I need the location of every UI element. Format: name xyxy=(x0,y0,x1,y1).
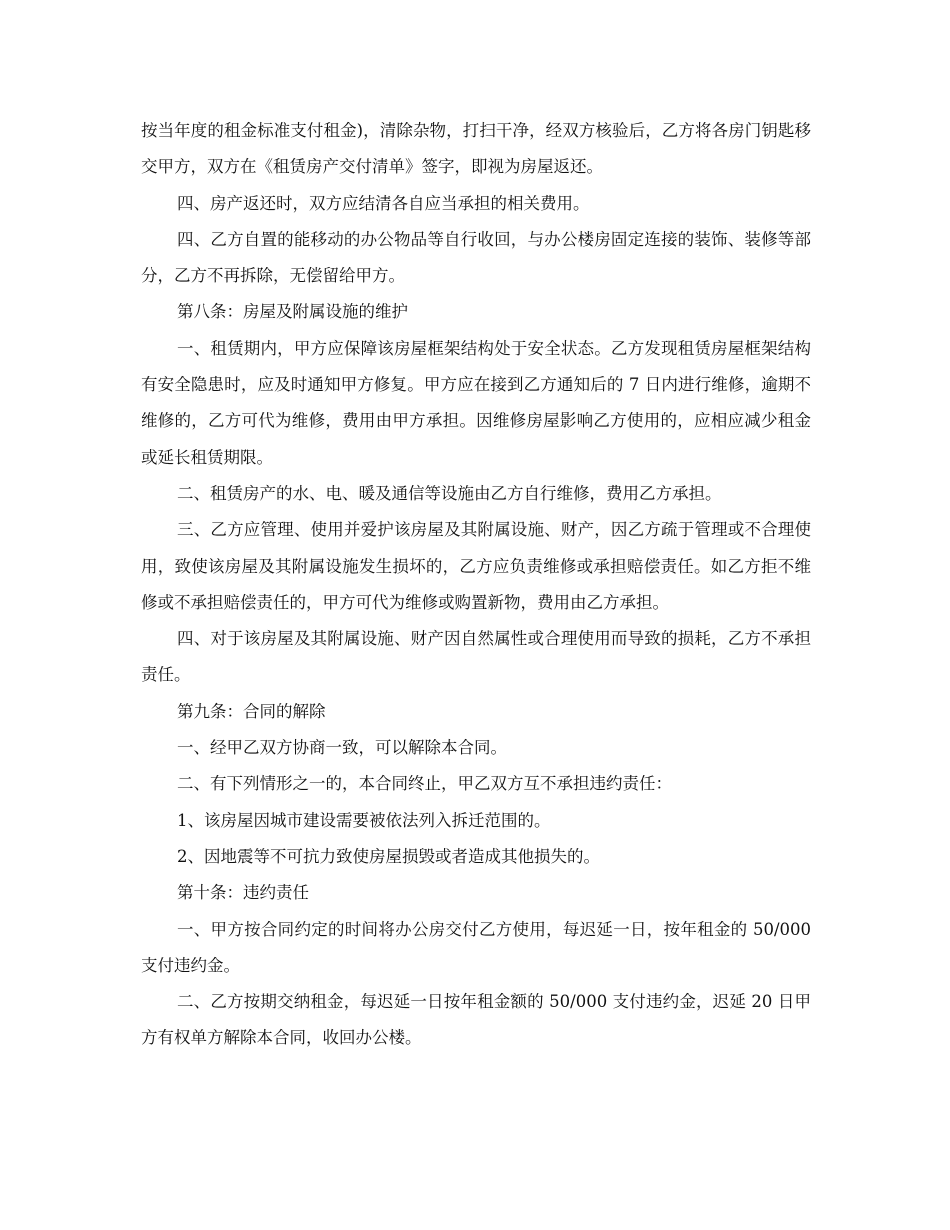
document-page xyxy=(141,113,811,1057)
list-item-demolition: 1、该房屋因城市建设需要被依法列入拆迁范围的。 xyxy=(177,810,551,830)
list-item-force-majeure: 2、因地震等不可抗力致使房屋损毁或者造成其他损失的。 xyxy=(177,846,600,866)
paragraph-termination-conditions: 二、有下列情形之一的，本合同终止，甲乙双方互不承担违约责任： xyxy=(177,774,672,794)
paragraph-utilities-maintenance: 二、租赁房产的水、电、暖及通信等设施由乙方自行维修，费用乙方承担。 xyxy=(177,483,722,503)
paragraph-structural-maintenance: 一、租赁期内，甲方应保障该房屋框架结构处于安全状态。乙方发现租赁房屋框架结构有安全隐患时，应及时通知甲方修复。甲方应在接到乙方通知后的 7 日内进行维修，逾期不维修的，乙方可代为维修，费用由甲方承担。因维修房屋影响乙方使用的，应相应减少租金或延长租赁期限。 xyxy=(141,338,811,467)
heading-article-8: 第八条：房屋及附属设施的维护 xyxy=(177,302,408,322)
paragraph-landlord-delay: 一、甲方按合同约定的时间将办公房交付乙方使用，每迟延一日，按年租金的 50/000 支付违约金。 xyxy=(141,919,811,975)
paragraph-continuation: 按当年度的租金标准支付租金)，清除杂物，打扫干净，经双方核验后，乙方将各房门钥匙移交甲方，双方在《租赁房产交付清单》签字，即视为房屋返还。 xyxy=(141,121,811,177)
paragraph-settlement-fees: 四、房产返还时，双方应结清各自应当承担的相关费用。 xyxy=(177,193,590,213)
heading-article-10: 第十条：违约责任 xyxy=(177,883,309,903)
heading-article-9: 第九条：合同的解除 xyxy=(177,701,326,721)
paragraph-natural-wear: 四、对于该房屋及其附属设施、财产因自然属性或合理使用而导致的损耗，乙方不承担责任。 xyxy=(141,629,811,685)
paragraph-tenant-delay: 二、乙方按期交纳租金，每迟延一日按年租金额的 50/000 支付违约金，迟延 20 日甲方有权单方解除本合同，收回办公楼。 xyxy=(141,992,811,1048)
paragraph-movable-items: 四、乙方自置的能移动的办公物品等自行收回，与办公楼房固定连接的装饰、装修等部分，乙方不再拆除，无偿留给甲方。 xyxy=(141,229,811,286)
paragraph-care-and-damage: 三、乙方应管理、使用并爱护该房屋及其附属设施、财产，因乙方疏于管理或不合理使用，致使该房屋及其附属设施发生损坏的，乙方应负责维修或承担赔偿责任。如乙方拒不维修或不承担赔偿责任的，甲方可代为维修或购置新物，费用由乙方承担。 xyxy=(141,520,811,612)
paragraph-mutual-termination: 一、经甲乙双方协商一致，可以解除本合同。 xyxy=(177,738,507,758)
